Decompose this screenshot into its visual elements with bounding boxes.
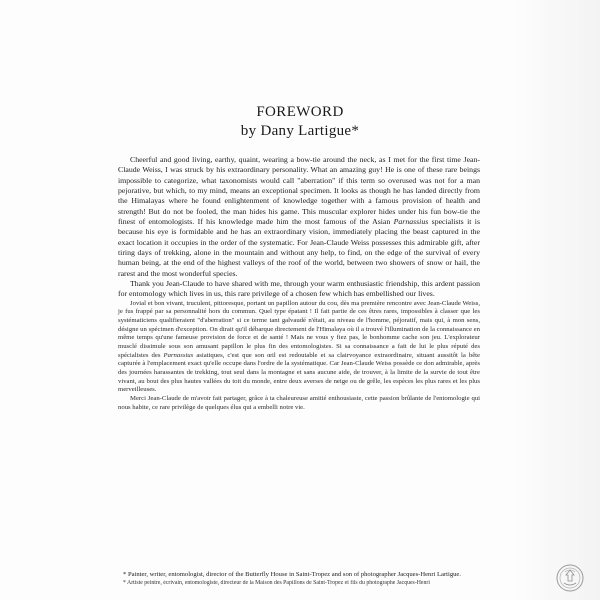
title-block [0,103,600,141]
paragraph-french-1-genus: Parnassius [163,351,194,359]
paragraph-french-1-part-a: Jovial et bon vivant, truculent, pittoresque, portant un papillon autour du cou, dès ma première rencontre avec Jean-Claude Weiss, je fus frappé par sa personnalité hors du commun. Quel type épatant ! Il fait partie de ces êtres rares, impossibles à classer que les systématiciens qualifieraient "d'aberration" si ce terme tant galvaudé n'était, au niveau de l'homme, péjoratif, mais qui, à mon sens, désigne un spécimen d'exception. On dirait qu'il débarque directement de l'Himalaya où il a trouvé l'illumination de la connaissance en même temps qu'une fameuse provision de force et de santé ! Mais ne vous y fiez pas, le bonhomme cache son jeu. L'explorateur musclé dissimule sous son amusant papillon le plus fin des entomologistes. Si sa connaissance a fait de lui le plus réputé des spécialistes des [118,299,480,359]
author-byline: by Dany Lartigue* [240,123,360,139]
footnote-english: * Painter, writer, entomologist, director of the Butterfly House in Saint-Tropez and son of photographer Jacques-Henri Lartigue. [123,571,461,578]
paragraph-english-1 [118,155,480,279]
footnotes [117,571,467,587]
paragraph-english-1-genus: Parnassius [393,217,429,227]
paragraph-french-1 [118,300,480,395]
paragraph-french-1-part-b: asiatiques, c'est que son œil est redoutable et sa clairvoyance extraordinaire, situant aussitôt la bête capturée à l'emplacement exact qu'elle occupe dans l'ordre de la systématique. Car Jean-Claude Weiss possède ce don admirable, après des journées harassantes de trekking, tout seul dans la montagne et sans aucune aide, de trouver, à la limite de la survie de tout être vivant, au bout des plus hautes vallées du toit du monde, entre deux averses de neige ou de grêle, les espèces les plus rares et les plus merveilleuses. [118,351,481,394]
paragraph-english-2: Thank you Jean-Claude to have shared with me, through your warm enthusiastic friendship, this ardent passion for entomology which lives in us, this rare privilege of a chosen few which has embellished our lives. [118,279,480,299]
page-title: FOREWORD [256,104,344,120]
footnote-french: * Artiste peintre, écrivain, entomologiste, directeur de la Maison des Papillons de Saint-Tropez et fils du photographe Jacques-Henri [123,579,430,586]
page-edge-shading [512,0,600,600]
paragraph-french-2: Merci Jean-Claude de m'avoir fait partager, grâce à ta chaleureuse amitié enthousiaste, cette passion brûlante de l'entomologie qui nous habite, ce rare privilège de quelques élus qui a embelli notre vie. [118,395,480,411]
paragraph-english-1-part-b: specialists it is because his eye is formidable and he has an extraordinary vision, immediately placing the beast captured in the exact location it occupies in the order of the systematic. For Jean-Claude Weiss possesses this admirable gift, after tiring days of trekking, alone in the mountain and without any help, to find, on the edge of the survival of every human being, at the end of the highest valleys of the roof of the world, between two showers of snow or hail, the rarest and the most wonderful species. [118,217,480,278]
paragraph-english-1-part-a: Cheerful and good living, earthy, quaint, wearing a bow-tie around the neck, as I met for the first time Jean-Claude Weiss, I was struck by his extraordinary personality. What an amazing guy! He is one of these rare beings impossible to categorize, what taxonomists would call "aberration" if this term so overused was not for a man pejorative, but which, to my mind, means an exceptional specimen. It looks as though he has landed directly from the Himalayas where he found enlightenment of knowledge together with a famous provision of health and strength! But do not be fooled, the man hides his game. This muscular explorer hides under his fun bow-tie the finest of entomologists. If his knowledge made him the most famous of the Asian [118,155,480,227]
foreword-body [118,155,480,412]
emblem-stamp-icon [555,563,585,593]
